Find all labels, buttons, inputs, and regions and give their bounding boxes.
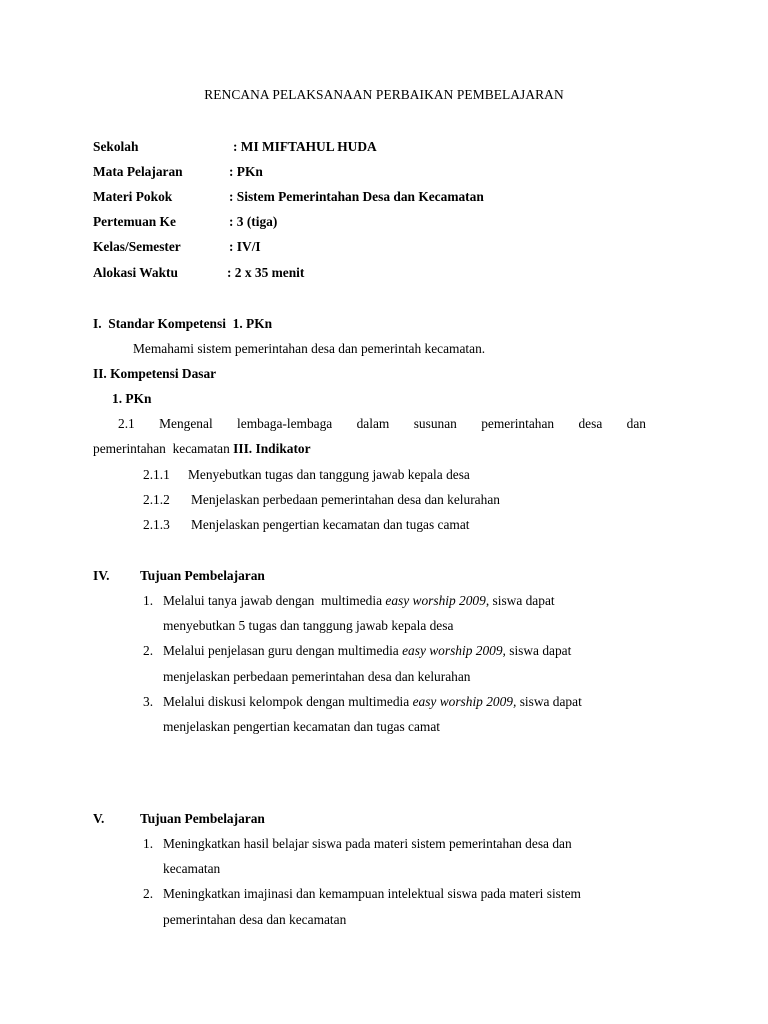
label-materi-pokok: Materi Pokok — [93, 189, 173, 204]
value-kelas-semester: : IV/I — [229, 239, 261, 254]
section-3-heading: III. Indikator — [233, 441, 311, 456]
goal-line-1 — [163, 644, 571, 657]
indikator-text: Menjelaskan perbedaan pemerintahan desa dan kelurahan — [191, 492, 500, 507]
label-pertemuan-ke: Pertemuan Ke — [93, 214, 176, 229]
goal-number: 1. — [143, 593, 154, 608]
goal-text: Melalui tanya jawab dengan multimedia — [163, 593, 386, 608]
goal-text: siswa dapat — [516, 694, 582, 709]
goal-text: siswa dapat — [505, 643, 572, 658]
kd-line-2-text: pemerintahan kecamatan — [93, 441, 230, 456]
goal-number: 1. — [143, 836, 154, 851]
kd-word: pemerintahan — [481, 416, 555, 431]
section-5-number: V. — [93, 811, 105, 826]
section-4-heading: Tujuan Pembelajaran — [140, 568, 265, 583]
value-sekolah: : MI MIFTAHUL HUDA — [233, 139, 377, 154]
goal-text: Melalui penjelasan guru dengan multimedia — [163, 643, 403, 658]
goal-media: easy worship 2009 — [385, 593, 486, 608]
section-4-number: IV. — [93, 568, 110, 583]
goal-line-2: menjelaskan perbedaan pemerintahan desa dan kelurahan — [163, 669, 471, 684]
value-pertemuan-ke: : 3 (tiga) — [229, 214, 278, 229]
kd-word: dan — [626, 416, 646, 431]
kd-word: desa — [578, 416, 603, 431]
goal-number: 2. — [143, 643, 154, 658]
kd-word: susunan — [413, 416, 457, 431]
goal-number: 3. — [143, 694, 154, 709]
goal-line-1: Meningkatkan hasil belajar siswa pada materi sistem pemerintahan desa dan — [163, 836, 572, 851]
goal-text: , siswa dapat — [485, 593, 555, 608]
kd-word: dalam — [356, 416, 390, 431]
label-kelas-semester: Kelas/Semester — [93, 239, 181, 254]
indikator-text: Menyebutkan tugas dan tanggung jawab kepala desa — [188, 467, 470, 482]
goal-text: Melalui diskusi kelompok dengan multimedia — [163, 694, 413, 709]
label-mata-pelajaran: Mata Pelajaran — [93, 164, 183, 179]
goal-line-1 — [163, 594, 555, 607]
section-2-heading: II. Kompetensi Dasar — [93, 366, 217, 381]
goal-media: easy worship 2009, — [412, 694, 517, 709]
section-5-heading: Tujuan Pembelajaran — [140, 811, 265, 826]
section-2-sub: 1. PKn — [112, 391, 152, 406]
kd-word: Mengenal — [159, 416, 213, 431]
goal-line-1 — [163, 695, 582, 708]
goal-line-2: menyebutkan 5 tugas dan tanggung jawab kepala desa — [163, 618, 454, 633]
goal-number: 2. — [143, 886, 154, 901]
goal-media: easy worship 2009, — [402, 643, 506, 658]
value-mata-pelajaran: : PKn — [229, 164, 263, 179]
goal-line-2: pemerintahan desa dan kecamatan — [163, 912, 347, 927]
section-1-heading: I. Standar Kompetensi 1. PKn — [93, 316, 273, 331]
kd-line-2 — [93, 442, 311, 455]
label-alokasi-waktu: Alokasi Waktu — [93, 265, 178, 280]
goal-line-2: kecamatan — [163, 861, 221, 876]
value-materi-pokok: : Sistem Pemerintahan Desa dan Kecamatan — [229, 189, 484, 204]
indikator-number: 2.1.2 — [143, 492, 170, 507]
kd-word: 2.1 — [118, 416, 135, 431]
indikator-number: 2.1.1 — [143, 467, 170, 482]
kd-line-1 — [118, 417, 646, 430]
indikator-text: Menjelaskan pengertian kecamatan dan tugas camat — [191, 517, 470, 532]
document-title: RENCANA PELAKSANAAN PERBAIKAN PEMBELAJARAN — [204, 87, 564, 102]
section-1-body: Memahami sistem pemerintahan desa dan pemerintah kecamatan. — [133, 341, 486, 356]
label-sekolah: Sekolah — [93, 139, 139, 154]
kd-word: lembaga-lembaga — [237, 416, 333, 431]
goal-line-1: Meningkatkan imajinasi dan kemampuan intelektual siswa pada materi sistem — [163, 886, 581, 901]
value-alokasi-waktu: : 2 x 35 menit — [227, 265, 305, 280]
indikator-number: 2.1.3 — [143, 517, 170, 532]
goal-line-2: menjelaskan pengertian kecamatan dan tugas camat — [163, 719, 440, 734]
